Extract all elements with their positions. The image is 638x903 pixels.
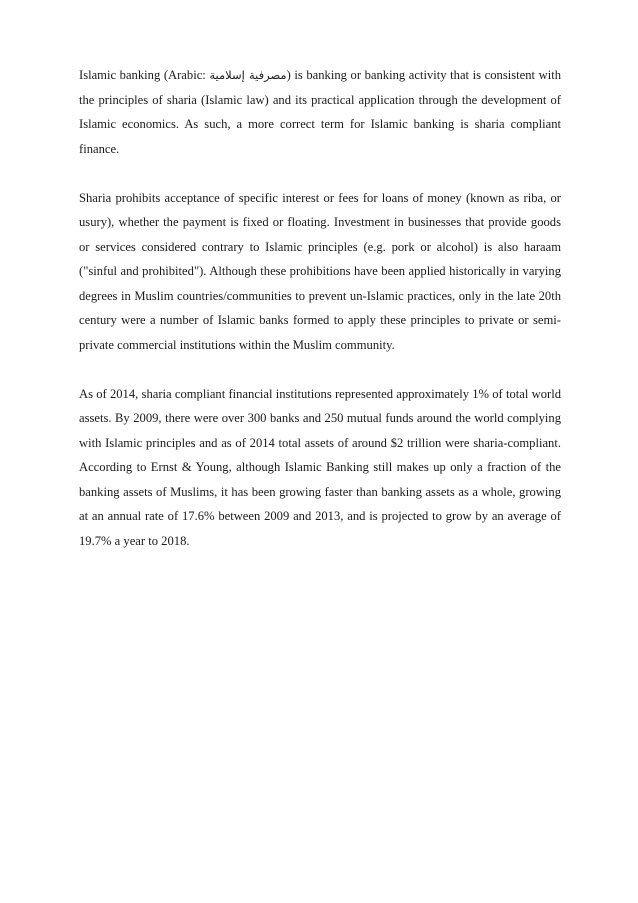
paragraph-islamic-banking-definition (79, 63, 561, 161)
paragraph-sharia-prohibitions: Sharia prohibits acceptance of specific interest or fees for loans of money (known as riba, or usury), whether the payment is fixed or floating. Investment in businesses that provide goods or services considered contrary to Islamic principles (e.g. pork or alcohol) is also haraam ("sinful and prohibited"). Although these prohibitions have been applied historically in varying degrees in Muslim countries/communities to prevent un-Islamic practices, only in the late 20th century were a number of Islamic banks formed to apply these principles to private or semi-private commercial institutions within the Muslim community. (79, 190, 561, 352)
paragraph-assets-growth: As of 2014, sharia compliant financial institutions represented approximately 1% of total world assets. By 2009, there were over 300 banks and 250 mutual funds around the world complying with Islamic principles and as of 2014 total assets of around $2 trillion were sharia-compliant. According to Ernst & Young, although Islamic Banking still makes up only a fraction of the banking assets of Muslims, it has been growing faster than banking assets as a whole, growing at an annual rate of 17.6% between 2009 and 2013, and is projected to grow by an average of 19.7% a year to 2018. (79, 386, 561, 548)
paragraph-1-text-end: ) is banking or banking activity that is consistent with the principles of sharia (Islamic law) and its practical application through the development of Islamic economics. As such, a more correct term for Islamic banking is sharia compliant finance. (79, 68, 561, 156)
arabic-term: مصرفية إسلامية (209, 68, 287, 82)
document-body (79, 63, 561, 578)
paragraph-1-text-start: Islamic banking (Arabic: (79, 68, 210, 82)
